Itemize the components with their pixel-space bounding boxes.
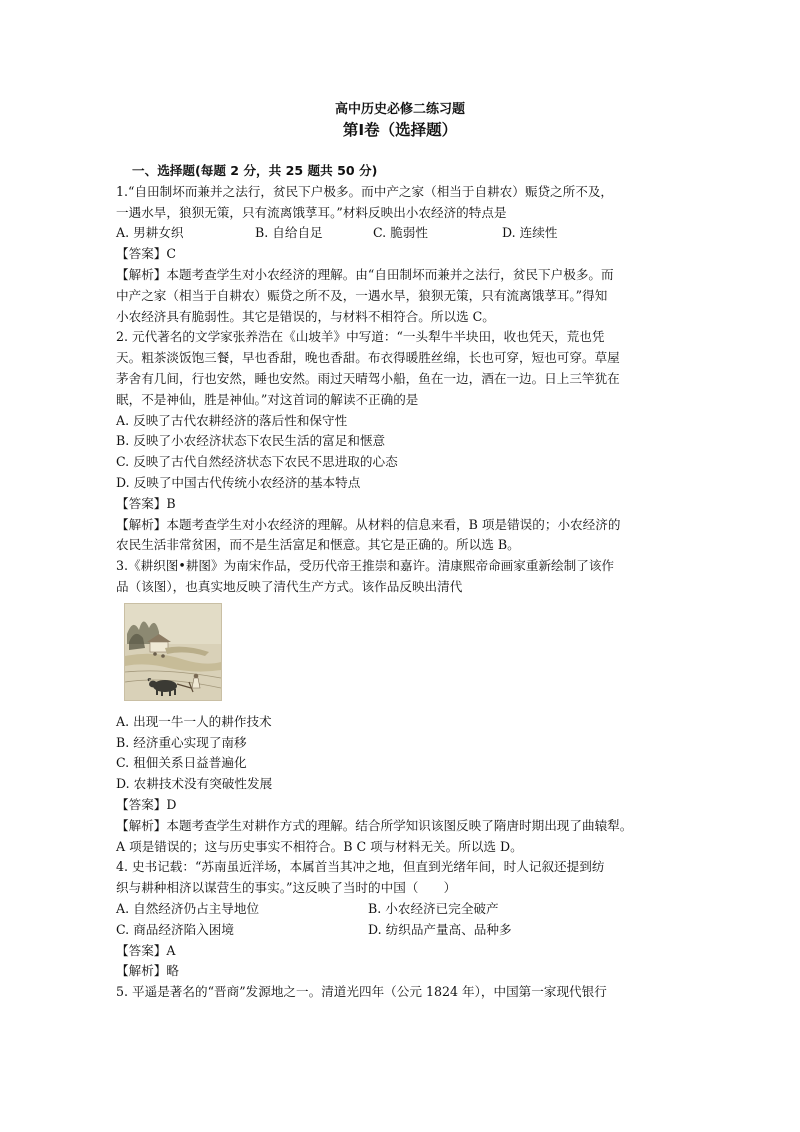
q1-analysis-line: 中产之家（相当于自耕农）赈贷之所不及，一遇水旱，狼狈无策，只有流离饿莩耳。”得知 (116, 287, 608, 303)
q2-analysis-line: 农民生活非常贫困，而不是生活富足和惬意。其它是正确的。所以选 B。 (116, 537, 520, 553)
q4-analysis-line: 【解析】略 (116, 963, 179, 979)
q4-line: 4. 史书记载：“苏南虽近洋场，本属首当其冲之地，但直到光绪年间，时人记叙还提到纺 (116, 859, 605, 875)
q2-analysis-line: 【解析】本题考查学生对小农经济的理解。从材料的信息来看，B 项是错误的；小农经济的 (116, 516, 621, 532)
q3-answer: 【答案】D (116, 796, 177, 812)
q3-option-b: B. 经济重心实现了南移 (116, 734, 247, 750)
q2-line: 2. 元代著名的文学家张养浩在《山坡羊》中写道：“一头犁牛半块田，收也凭天，荒也凭 (116, 329, 605, 345)
q2-option-b: B. 反映了小农经济状态下农民生活的富足和惬意 (116, 433, 386, 449)
q2-option-c: C. 反映了古代自然经济状态下农民不思进取的心态 (116, 454, 398, 470)
q2-line: 天。粗茶淡饭饱三餐，早也香甜，晚也香甜。布衣得暖胜丝绵，长也可穿，短也可穿。草屋 (116, 350, 620, 366)
q1-option-d: D. 连续性 (502, 225, 558, 241)
q3-option-c: C. 租佃关系日益普遍化 (116, 755, 247, 771)
q1-option-a: A. 男耕女织 (116, 225, 184, 241)
q1-option-b: B. 自给自足 (255, 225, 323, 241)
q3-line: 品（该图），也真实地反映了清代生产方式。该作品反映出清代 (116, 578, 463, 594)
q2-answer: 【答案】B (116, 495, 176, 511)
q4-option-c: C. 商品经济陷入困境 (116, 921, 234, 937)
q1-analysis-line: 【解析】本题考查学生对小农经济的理解。由“自田制坏而兼并之法行，贫民下户极多。而 (116, 266, 614, 282)
q4-answer: 【答案】A (116, 942, 176, 958)
q4-line: 织与耕种相济以谋营生的事实。”这反映了当时的中国（ ） (116, 880, 457, 896)
document-body (116, 161, 686, 1003)
q1-option-c: C. 脆弱性 (373, 225, 428, 241)
plowing-painting-icon (125, 604, 221, 700)
document-title: 高中历史必修二练习题 (334, 102, 465, 117)
q3-option-a: A. 出现一牛一人的耕作技术 (116, 713, 272, 729)
q4-options-row (116, 920, 686, 941)
q5-line: 5. 平遥是著名的“晋商”发源地之一。清道光四年（公元 1824 年），中国第一家现代银行 (116, 984, 607, 1000)
plowing-painting-image (124, 603, 222, 701)
q2-line: 眠，不是神仙，胜是神仙。”对这首词的解读不正确的是 (116, 391, 419, 407)
q3-analysis-line: 【解析】本题考查学生对耕作方式的理解。结合所学知识该图反映了隋唐时期出现了曲辕犁。 (116, 817, 633, 833)
q3-figure-area (116, 598, 686, 712)
q1-options (116, 223, 686, 244)
q2-option-a: A. 反映了古代农耕经济的落后性和保守性 (116, 412, 348, 428)
document-subtitle: 第Ⅰ卷（选择题） (342, 121, 458, 139)
q1-line: 1.“自田制坏而兼并之法行，贫民下户极多。而中产之家（相当于自耕农）赈贷之所不及， (116, 183, 614, 199)
q2-line: 茅舍有几间，行也安然，睡也安然。雨过天晴驾小船，鱼在一边，酒在一边。日上三竿犹在 (116, 370, 620, 386)
q4-option-a: A. 自然经济仍占主导地位 (116, 900, 260, 916)
q1-line: 一遇水旱，狼狈无策，只有流离饿莩耳。”材料反映出小农经济的特点是 (116, 204, 507, 220)
q4-option-d: D. 纺织品产量高、品种多 (368, 921, 512, 937)
q3-analysis-line: A 项是错误的；这与历史事实不相符合。B C 项与材料无关。所以选 D。 (116, 838, 523, 854)
q4-option-b: B. 小农经济已完全破产 (368, 900, 499, 916)
section-heading: 一、选择题(每题 2 分，共 25 题共 50 分) (132, 163, 378, 178)
q3-line: 3.《耕织图•耕图》为南宋作品，受历代帝王推崇和嘉许。清康熙帝命画家重新绘制了该作 (116, 558, 615, 574)
q3-option-d: D. 农耕技术没有突破性发展 (116, 776, 273, 792)
q2-option-d: D. 反映了中国古代传统小农经济的基本特点 (116, 474, 361, 490)
q4-options-row (116, 899, 686, 920)
q1-answer: 【答案】C (116, 246, 177, 262)
q1-analysis-line: 小农经济具有脆弱性。其它是错误的，与材料不相符合。所以选 C。 (116, 308, 495, 324)
